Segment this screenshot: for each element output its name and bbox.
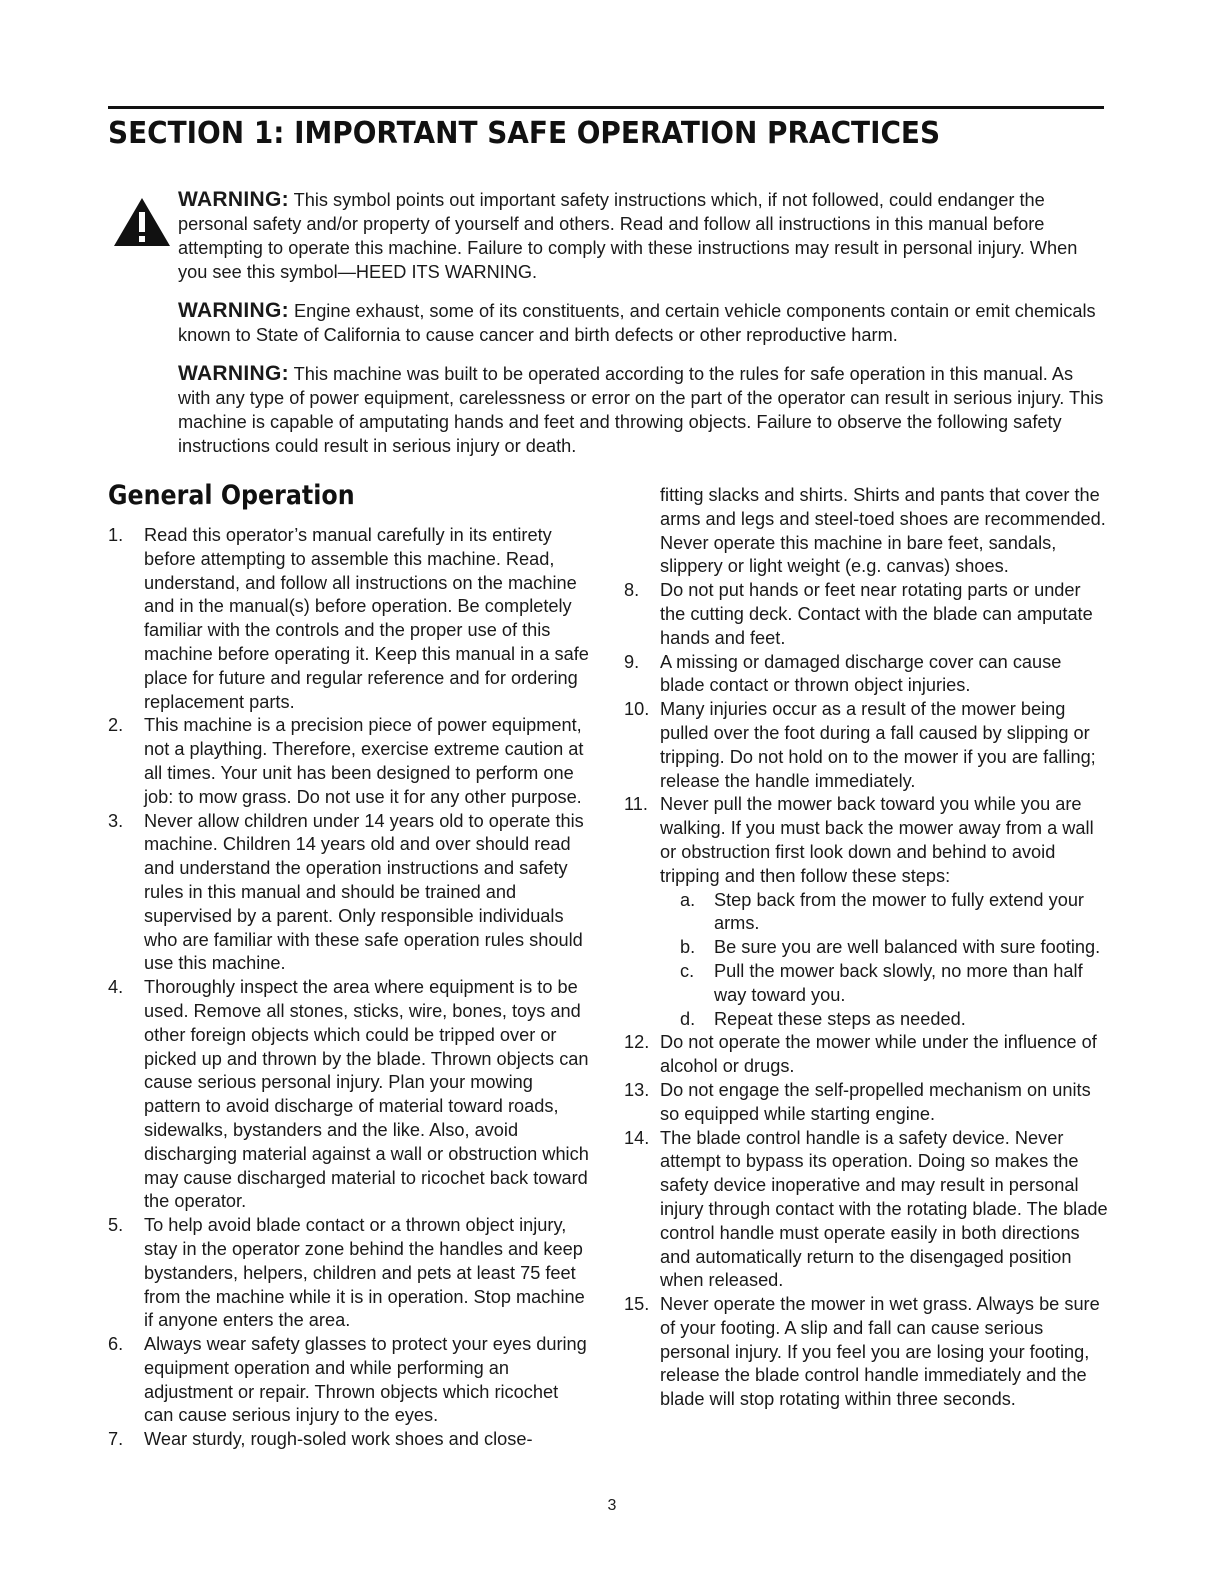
sub-list-item (624, 889, 1108, 937)
sub-item-text: Be sure you are well balanced with sure footing. (714, 937, 1101, 958)
warning-california (178, 299, 1108, 347)
item-text: The blade control handle is a safety device. Never attempt to bypass its operation. Doing so makes the safety device inoperative and may result in personal injury through contact with the rotating blade. The blade control handle must operate easily in both directions and automatically return to the disengaged position when released. (660, 1127, 1108, 1291)
list-item (108, 714, 590, 809)
item-number: 7. (108, 1429, 124, 1450)
item-number: 15. (624, 1294, 650, 1315)
list-item (108, 524, 590, 714)
list-item (108, 810, 590, 977)
item-text: To help avoid blade contact or a thrown object injury, stay in the operator zone behind the handles and keep bystanders, helpers, children and pets at least 75 feet from the machine while it is in operation. Stop machine if anyone enters the area. (144, 1215, 585, 1331)
item-number: 11. (624, 794, 648, 815)
section-rule (108, 106, 1104, 109)
list-item (624, 579, 1108, 650)
warnings-block (178, 188, 1108, 473)
warning-triangle-icon (112, 196, 172, 248)
sub-list-item (624, 1008, 1108, 1032)
sub-item-text: Repeat these steps as needed. (714, 1008, 966, 1029)
warning-label: WARNING: (178, 188, 289, 211)
list-item (108, 1214, 590, 1333)
list-item (624, 651, 1108, 699)
item-number: 3. (108, 810, 124, 831)
item-text: Never pull the mower back toward you while you are walking. If you must back the mower away from a wall or obstruction first look down and behind to avoid tripping and then follow these steps: (660, 794, 1094, 886)
warning-label: WARNING: (178, 362, 289, 385)
warning-text: Engine exhaust, some of its constituents, and certain vehicle components contain or emit chemicals known to State of California to cause cancer and birth defects or other reproductive harm. (178, 301, 1096, 345)
item-number: 4. (108, 977, 124, 998)
sub-item-letter: b. (680, 937, 696, 958)
item-number: 9. (624, 651, 640, 672)
item-number: 5. (108, 1215, 124, 1236)
item-text: Thoroughly inspect the area where equipment is to be used. Remove all stones, sticks, wire, bones, toys and other foreign objects which could be tripped over or picked up and thrown by the blade. Thrown objects can cause serious personal injury. Plan your mowing pattern to avoid discharge of material toward roads, sidewalks, bystanders and the like. Also, avoid discharging material against a wall or obstruction which may cause discharged material to ricochet back toward the operator. (144, 977, 589, 1212)
item-text: A missing or damaged discharge cover can cause blade contact or thrown object injuries. (660, 651, 1062, 696)
item-text: Do not engage the self-propelled mechanism on units so equipped while starting engine. (660, 1079, 1091, 1124)
item-text: Never operate the mower in wet grass. Always be sure of your footing. A slip and fall can cause serious personal injury. If you feel you are losing your footing, release the blade control handle immediately and the blade will stop rotating within three seconds. (660, 1294, 1100, 1410)
page-number: 3 (607, 1497, 617, 1514)
item-number: 12. (624, 1032, 650, 1053)
item-number: 14. (624, 1127, 650, 1148)
item-text: Do not put hands or feet near rotating parts or under the cutting deck. Contact with the blade can amputate hands and feet. (660, 580, 1093, 648)
item-text: Never allow children under 14 years old to operate this machine. Children 14 years old and over should read and understand the operation instructions and safety rules in this manual and should be trained and supervised by a parent. Only responsible individuals who are familiar with these safe operation rules should use this machine. (144, 810, 584, 974)
left-column (108, 524, 590, 1452)
item-text: Wear sturdy, rough-soled work shoes and close- (144, 1429, 533, 1450)
list-item (624, 698, 1108, 793)
sub-list-item (624, 960, 1108, 1008)
list-item (624, 1293, 1108, 1412)
item-text: Many injuries occur as a result of the mower being pulled over the foot during a fall caused by slipping or tripping. Do not hold on to the mower if you are falling; release the handle immediately. (660, 699, 1096, 791)
list-item (624, 1031, 1108, 1079)
item-text: This machine is a precision piece of power equipment, not a plaything. Therefore, exercise extreme caution at all times. Your unit has been designed to perform one job: to mow grass. Do not use it for any other purpose. (144, 715, 584, 807)
warning-text: This machine was built to be operated according to the rules for safe operation in this manual. As with any type of power equipment, carelessness or error on the part of the operator can result in serious injury. This machine is capable of amputating hands and feet and throwing objects. Failure to observe the following safety instructions could result in serious injury or death. (178, 364, 1104, 456)
section-title: SECTION 1: IMPORTANT SAFE OPERATION PRACTICES (108, 116, 941, 151)
item-text: Read this operator’s manual carefully in its entirety before attempting to assemble this machine. Read, understand, and follow all instructions on the machine and in the manual(s) before operation. Be completely familiar with the controls and the proper use of this machine before operating it. Keep this manual in a safe place for future and regular reference and for ordering replacement parts. (144, 525, 589, 712)
warning-safe-operation (178, 362, 1108, 458)
sub-item-letter: a. (680, 889, 696, 910)
list-item-continuation: fitting slacks and shirts. Shirts and pants that cover the arms and legs and steel-toed shoes are recommended. Never operate this machine in bare feet, sandals, slippery or light weight (e.g. canvas) shoes. (660, 485, 1106, 577)
item-number: 1. (108, 525, 124, 545)
item-text: Always wear safety glasses to protect your eyes during equipment operation and while performing an adjustment or repair. Thrown objects which ricochet can cause serious injury to the eyes. (144, 1334, 587, 1426)
general-operation-heading: General Operation (108, 480, 355, 511)
sub-list-item (624, 936, 1108, 960)
sub-item-letter: d. (680, 1008, 696, 1029)
list-item (108, 976, 590, 1214)
item-number: 10. (624, 699, 650, 720)
item-number: 2. (108, 715, 124, 736)
sub-item-text: Step back from the mower to fully extend your arms. (714, 889, 1084, 934)
list-item (624, 793, 1108, 888)
list-item (624, 1127, 1108, 1294)
item-text: Do not operate the mower while under the influence of alcohol or drugs. (660, 1032, 1097, 1077)
right-column (624, 484, 1108, 1412)
list-item (108, 1428, 590, 1452)
list-item (108, 1333, 590, 1428)
warning-label: WARNING: (178, 299, 289, 322)
warning-text: This symbol points out important safety instructions which, if not followed, could endanger the personal safety and/or property of yourself and others. Read and follow all instructions in this manual before attempting to operate this machine. Failure to comply with these instructions may result in personal injury. When you see this symbol—HEED ITS WARNING. (178, 190, 1078, 282)
warning-safety-symbol (178, 188, 1108, 284)
item-number: 6. (108, 1334, 124, 1355)
list-item (624, 1079, 1108, 1127)
item-number: 13. (624, 1079, 650, 1100)
sub-item-text: Pull the mower back slowly, no more than half way toward you. (714, 960, 1083, 1005)
sub-item-letter: c. (680, 960, 695, 981)
item-number: 8. (624, 580, 640, 601)
